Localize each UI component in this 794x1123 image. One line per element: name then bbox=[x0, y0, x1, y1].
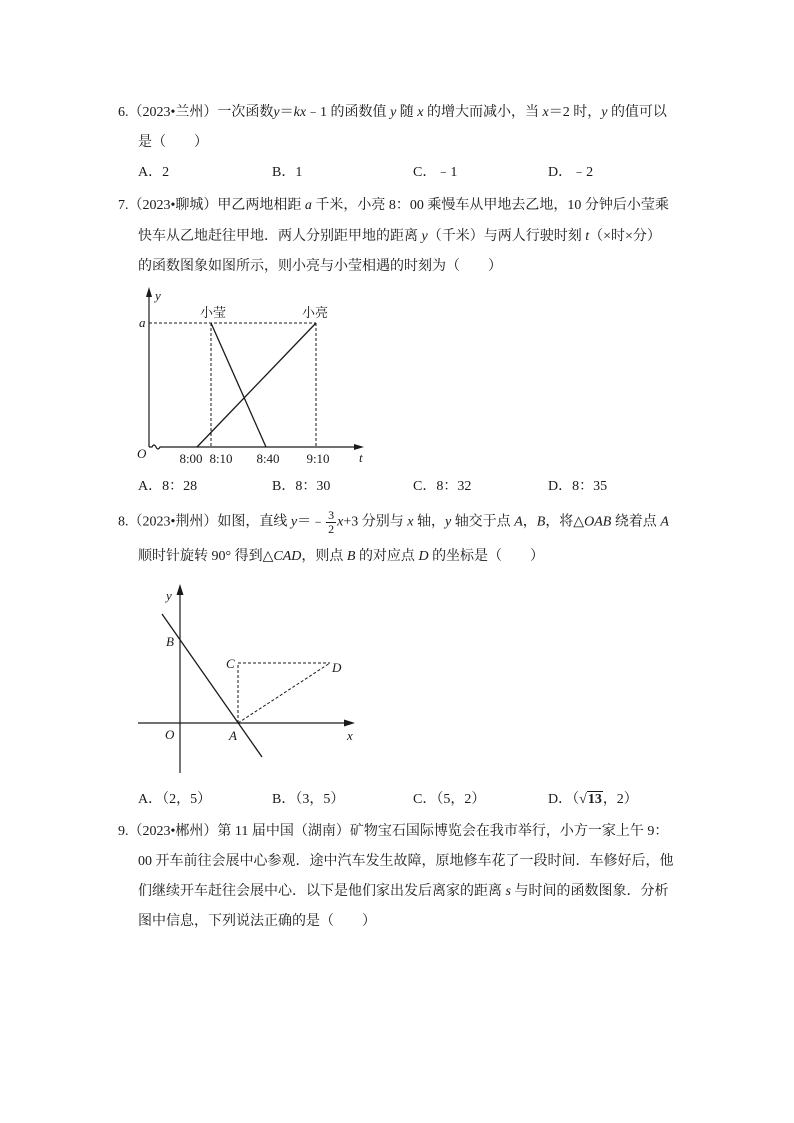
q7-stem-line-2 bbox=[138, 227, 661, 247]
math-variable: s bbox=[505, 884, 511, 899]
origin-label: O bbox=[165, 727, 175, 742]
math-variable: A bbox=[514, 514, 523, 530]
q6-option-c: C．﹣1 bbox=[413, 165, 458, 180]
tick-label: 8:40 bbox=[256, 451, 280, 466]
q7-option-d: D．8：35 bbox=[548, 479, 608, 494]
point-a-label: A bbox=[229, 728, 237, 743]
q9-stem-line-3 bbox=[138, 882, 668, 902]
text-segment: ＝ bbox=[279, 105, 294, 120]
text-segment: 与时间的函数图象．分析 bbox=[510, 884, 669, 899]
q8-option-d bbox=[548, 790, 638, 810]
xiaoliang-line bbox=[197, 323, 316, 447]
text-segment: 9.（2023•郴州）第 11 届中国（湖南）矿物宝石国际博览会在我市举行，小方一家上午 9： bbox=[118, 824, 669, 839]
text-segment: 们继续开车赶往会展中心．以下是他们家出发后离家的距离 bbox=[138, 884, 506, 899]
xiaoliang-label: 小亮 bbox=[301, 305, 329, 320]
q7-option-c: C．8：32 bbox=[413, 479, 472, 494]
q9-stem-line-4 bbox=[138, 912, 376, 932]
text-segment: ，将△ bbox=[545, 514, 585, 530]
math-variable: y bbox=[273, 105, 280, 120]
text-segment: 轴交于点 bbox=[451, 514, 515, 530]
q7-option-a: A．8：28 bbox=[138, 479, 198, 494]
math-variable: B bbox=[346, 549, 356, 564]
text-segment: 轴， bbox=[413, 514, 445, 530]
xiaoying-label: 小莹 bbox=[199, 305, 227, 320]
q6-option-b: B．1 bbox=[272, 165, 303, 180]
q8-stem-line-1 bbox=[118, 509, 669, 536]
tick-label: 8:10 bbox=[209, 451, 233, 466]
fraction-denominator: 2 bbox=[328, 522, 335, 536]
text-segment: D．（ bbox=[548, 792, 580, 807]
x-axis bbox=[149, 445, 356, 449]
text-segment: 7.（2023•聊城）甲乙两地相距 bbox=[118, 198, 305, 213]
text-segment: 的坐标是（ ） bbox=[428, 549, 545, 564]
text-segment: ，则点 bbox=[301, 549, 347, 564]
radical-sign: √ bbox=[579, 792, 587, 807]
point-b-label: B bbox=[166, 634, 174, 649]
text-segment: ，2） bbox=[602, 792, 638, 807]
q6-stem-line-2 bbox=[138, 133, 208, 153]
q9-stem-line-2 bbox=[138, 852, 674, 872]
text-segment: ＝2 时， bbox=[548, 105, 602, 120]
text-segment: 顺时针旋转 90° 得到△ bbox=[138, 549, 274, 564]
math-variable: OAB bbox=[584, 514, 612, 530]
fraction bbox=[326, 509, 336, 536]
math-variable: B bbox=[536, 514, 546, 530]
text-segment: 8.（2023•荆州）如图，直线 bbox=[118, 514, 291, 530]
math-variable: y bbox=[421, 229, 428, 244]
tick-label: 9:10 bbox=[306, 451, 330, 466]
text-segment: 绕着点 bbox=[611, 514, 661, 530]
math-variable: CAD bbox=[273, 549, 302, 564]
dashed-segment-ad bbox=[238, 663, 330, 723]
origin-label: O bbox=[137, 446, 147, 461]
text-segment: 快车从乙地赶往甲地．两人分别距甲地的距离 bbox=[138, 229, 422, 244]
math-variable: x bbox=[542, 105, 549, 120]
math-variable: y bbox=[444, 514, 452, 530]
text-segment: ， bbox=[522, 514, 537, 530]
t-axis-label: t bbox=[359, 450, 363, 465]
q6-option-a: A．2 bbox=[138, 165, 170, 180]
tick-label: 8:00 bbox=[179, 451, 203, 466]
math-variable: y bbox=[601, 105, 608, 120]
math-variable: y bbox=[290, 514, 298, 530]
q7-distance-time-graph bbox=[124, 280, 374, 472]
radicand: 13 bbox=[587, 792, 602, 807]
point-c-label: C bbox=[226, 656, 235, 671]
math-variable: x bbox=[407, 514, 414, 530]
text-segment: 的对应点 bbox=[355, 549, 419, 564]
q8-rotation-graph bbox=[130, 580, 365, 780]
math-variable: a bbox=[304, 198, 312, 213]
text-segment: （×时×分） bbox=[589, 229, 661, 244]
text-segment: 图中信息，下列说法正确的是（ ） bbox=[138, 914, 376, 929]
math-variable: x bbox=[417, 105, 424, 120]
xiaoying-line bbox=[211, 323, 266, 447]
fraction-numerator: 3 bbox=[328, 508, 335, 522]
point-d-label: D bbox=[332, 660, 342, 675]
text-segment: 是（ ） bbox=[138, 135, 208, 150]
q9-stem-line-1 bbox=[118, 822, 668, 842]
q8-option-b: B．（3，5） bbox=[272, 792, 345, 807]
line-ab bbox=[162, 614, 262, 757]
q6-option-d: D．﹣2 bbox=[548, 165, 594, 180]
text-segment: 的值可以 bbox=[607, 105, 667, 120]
x-axis-arrow-icon bbox=[344, 720, 355, 727]
q8-stem-line-2 bbox=[138, 547, 544, 567]
y-axis-arrow-icon bbox=[146, 287, 152, 297]
text-segment: 的函数图象如图所示，则小亮与小莹相遇的时刻为（ ） bbox=[138, 259, 502, 274]
text-segment: 的增大而减小，当 bbox=[423, 105, 543, 120]
q7-option-b: B．8：30 bbox=[272, 479, 331, 494]
text-segment: 6.（2023•兰州）一次函数 bbox=[118, 105, 274, 120]
text-segment: 00 开车前往会展中心参观．途中汽车发生故障，原地修车花了一段时间．车修好后，他 bbox=[138, 854, 674, 869]
x-axis-label: x bbox=[347, 728, 353, 743]
q8-option-a: A．（2，5） bbox=[138, 792, 212, 807]
text-segment: （千米）与两人行驶时刻 bbox=[427, 229, 586, 244]
y-axis-label: y bbox=[155, 288, 161, 303]
q7-stem-line-3 bbox=[138, 257, 502, 277]
math-variable: y bbox=[390, 105, 397, 120]
math-variable: kx bbox=[293, 105, 307, 120]
math-variable: A bbox=[660, 514, 669, 530]
text-segment: ＝﹣ bbox=[297, 514, 326, 530]
text-segment: 千米，小亮 8：00 乘慢车从甲地去乙地，10 分钟后小莹乘 bbox=[311, 198, 669, 213]
q6-stem-line-1 bbox=[118, 103, 667, 123]
math-variable: D bbox=[418, 549, 429, 564]
y-axis-arrow-icon bbox=[177, 584, 184, 595]
text-segment: +3 分别与 bbox=[343, 514, 408, 530]
math-variable: x bbox=[337, 514, 344, 530]
a-label: a bbox=[139, 315, 146, 330]
q7-stem-line-1 bbox=[118, 196, 669, 216]
q8-option-c: C．（5，2） bbox=[413, 792, 486, 807]
text-segment: 随 bbox=[396, 105, 418, 120]
y-axis-label: y bbox=[166, 588, 172, 603]
math-variable: t bbox=[585, 229, 590, 244]
text-segment: ﹣1 的函数值 bbox=[306, 105, 391, 120]
